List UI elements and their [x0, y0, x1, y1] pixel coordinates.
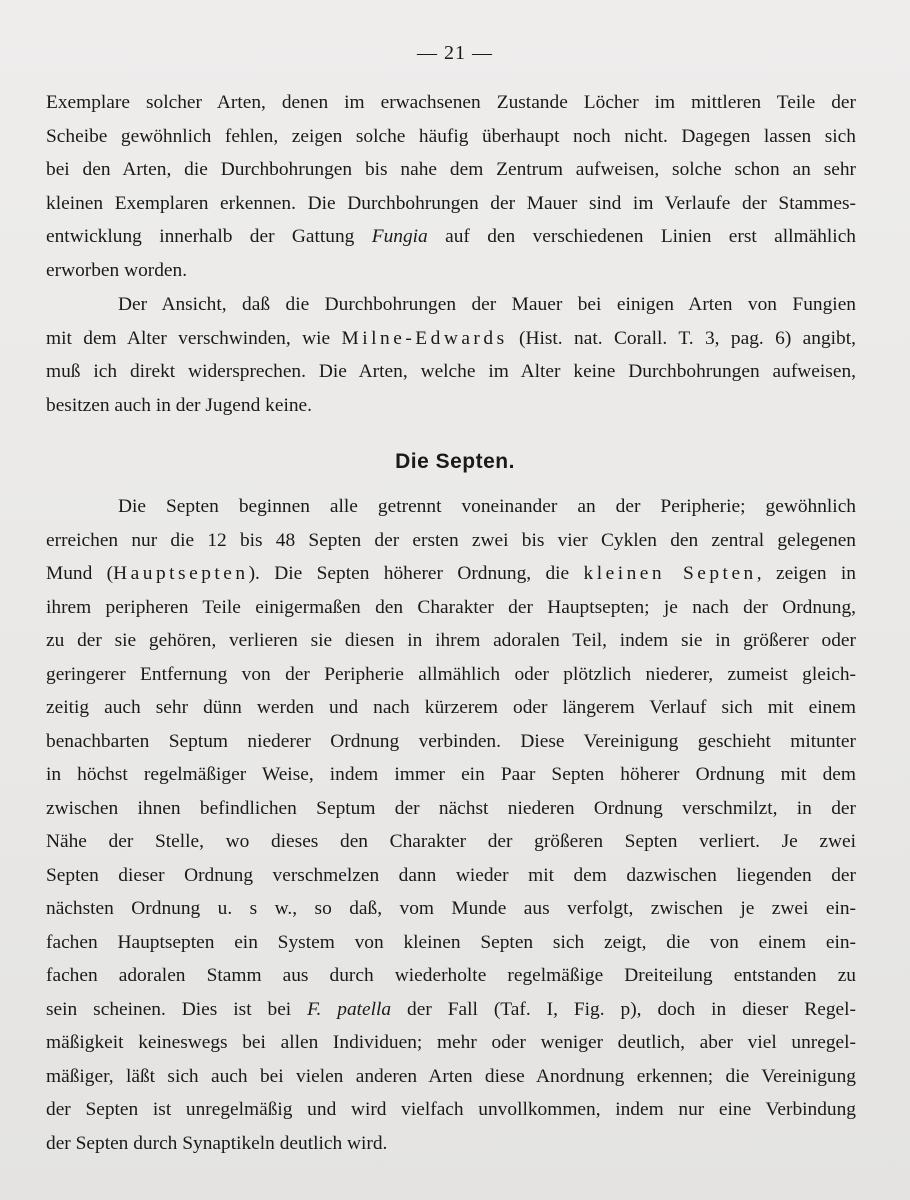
text-line: fachen Hauptsepten ein System von kleinen Septen sich zeigt, die von einem ein-	[46, 931, 856, 953]
author-name: Milne-Edwards	[341, 327, 508, 349]
text-line: fachen adoralen Stamm aus durch wiederholte regelmäßige Dreiteilung entstanden zu	[46, 965, 856, 986]
text-line: Exemplare solcher Arten, denen im erwachsenen Zustande Löcher im mittleren Teile der	[46, 92, 856, 113]
text-line: Nähe der Stelle, wo dieses den Charakter der größeren Septen verliert. Je zwei	[46, 831, 856, 852]
text-line: der Septen ist unregelmäßig und wird vielfach unvollkommen, indem nur eine Verbindung	[46, 1099, 856, 1120]
text-line	[46, 322, 856, 356]
text-line: erworben worden.	[46, 259, 188, 281]
section-heading: Die Septen.	[395, 450, 515, 473]
paragraph-2	[46, 288, 856, 422]
text-line: besitzen auch in der Jugend keine.	[46, 394, 312, 416]
text-line: ihrem peripheren Teile einigermaßen den Charakter der Hauptsepten; je nach der Ordnung,	[46, 596, 856, 618]
text-line	[46, 557, 856, 591]
species-name: F. patella	[307, 998, 392, 1020]
text-run: Mund (	[46, 563, 114, 584]
text-line: zu der sie gehören, verlieren sie diesen in ihrem adoralen Teil, indem sie in größerer oder	[46, 630, 856, 651]
text-line: geringerer Entfernung von der Peripherie allmählich oder plötzlich niederer, zumeist gleich-	[46, 663, 856, 685]
text-line: muß ich direkt widersprechen. Die Arten, welche im Alter keine Durchbohrungen aufweisen,	[46, 361, 856, 382]
text-run: (Hist. nat. Corall. T. 3, pag. 6) angibt,	[507, 327, 856, 349]
text-run: der Fall (Taf. I, Fig. p), doch in dieser Regel-	[391, 998, 856, 1020]
text-line: Septen dieser Ordnung verschmelzen dann wieder mit dem dazwischen liegenden der	[46, 864, 856, 886]
text-run: entwicklung innerhalb der Gattung	[46, 226, 372, 247]
paragraph-1	[46, 86, 856, 287]
text-line: Der Ansicht, daß die Durchbohrungen der Mauer bei einigen Arten von Fungien	[118, 294, 856, 315]
text-line	[46, 220, 856, 254]
genus-name: Fungia	[371, 226, 428, 247]
text-line: der Septen durch Synaptikeln deutlich wird.	[46, 1132, 388, 1154]
text-line: erreichen nur die 12 bis 48 Septen der ersten zwei bis vier Cyklen den zentral gelegenen	[46, 529, 856, 551]
text-line: Scheibe gewöhnlich fehlen, zeigen solche häufig überhaupt noch nicht. Dagegen lassen sich	[46, 125, 856, 147]
term-kleinen-septen: kleinen Septen	[583, 563, 757, 584]
text-line: Die Septen beginnen alle getrennt voneinander an der Peripherie; gewöhnlich	[118, 496, 856, 517]
text-line	[46, 993, 856, 1027]
text-line: zwischen ihnen befindlichen Septum der nächst niederen Ordnung verschmilzt, in der	[46, 797, 856, 819]
text-line: mäßigkeit keineswegs bei allen Individuen; mehr oder weniger deutlich, aber viel unregel-	[46, 1032, 856, 1053]
text-run: auf den verschiedenen Linien erst allmählich	[427, 226, 856, 247]
text-line: mäßiger, läßt sich auch bei vielen anderen Arten diese Anordnung erkennen; die Vereinigung	[46, 1065, 856, 1087]
text-line: zeitig auch sehr dünn werden und nach kürzerem oder längerem Verlauf sich mit einem	[46, 697, 856, 718]
paragraph-3	[46, 490, 856, 1160]
text-run: mit dem Alter verschwinden, wie	[46, 327, 342, 349]
text-line: nächsten Ordnung u. s w., so daß, vom Munde aus verfolgt, zwischen je zwei ein-	[46, 898, 856, 919]
text-run: ). Die Septen höherer Ordnung, die	[248, 563, 584, 584]
text-line: benachbarten Septum niederer Ordnung verbinden. Diese Vereinigung geschieht mitunter	[46, 730, 856, 752]
text-run: , zeigen in	[756, 563, 856, 584]
text-line: kleinen Exemplaren erkennen. Die Durchbohrungen der Mauer sind im Verlaufe der Stammes-	[46, 192, 856, 214]
page-number: — 21 —	[417, 42, 493, 64]
text-line: bei den Arten, die Durchbohrungen bis nahe dem Zentrum aufweisen, solche schon an sehr	[46, 159, 856, 180]
text-run: sein scheinen. Dies ist bei	[46, 998, 308, 1020]
term-hauptsepten: Hauptsepten	[113, 563, 249, 584]
text-line: in höchst regelmäßiger Weise, indem immer ein Paar Septen höherer Ordnung mit dem	[46, 764, 856, 785]
